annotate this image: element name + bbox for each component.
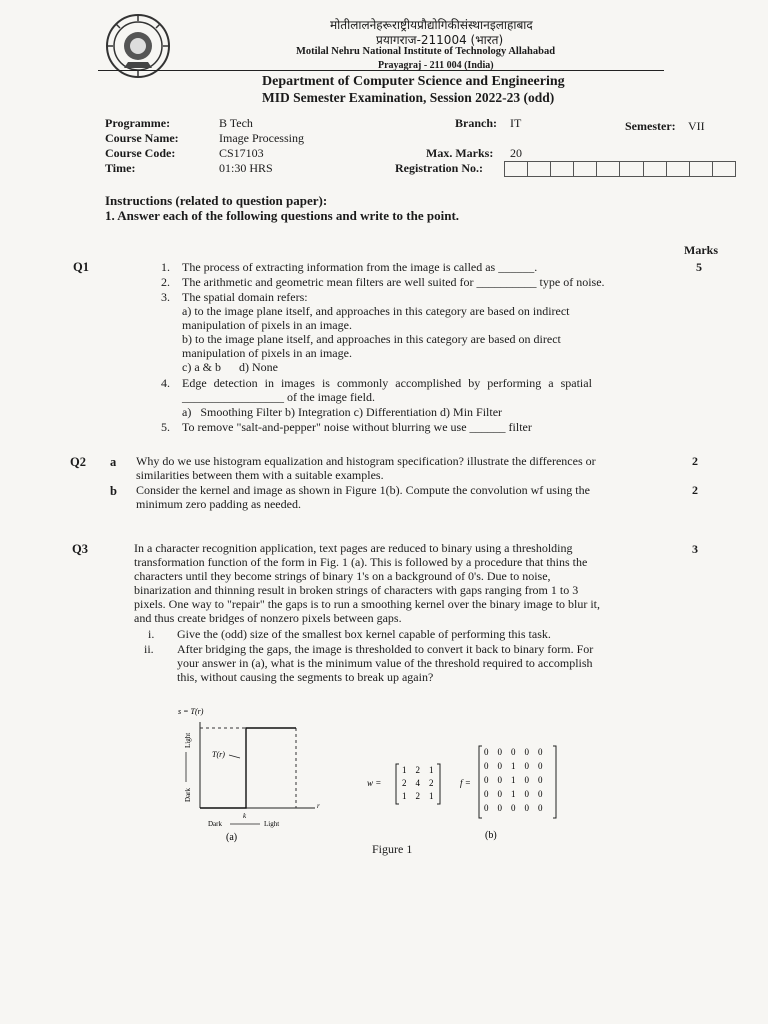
q1-item-text: The arithmetic and geometric mean filters are well suited for __________ type of noise. <box>182 275 605 289</box>
q2a-text: similarities between them with a suitable examples. <box>136 468 384 482</box>
q1-sub-option: a) to the image plane itself, and approaches in this category are based on indirect <box>182 304 570 318</box>
course-name-label: Course Name: <box>105 131 179 145</box>
w-row: 2 4 2 <box>402 778 434 788</box>
q3-subpart-number: ii. <box>144 642 154 656</box>
institute-location: Prayagraj - 211 004 (India) <box>378 60 494 71</box>
q1-item4-text: Edge detection in images is commonly accomplished by performing a spatial <box>182 376 592 390</box>
q3-label: Q3 <box>72 542 88 556</box>
q3-paragraph-line: and thus create bridges of nonzero pixels between gaps. <box>134 611 402 625</box>
q3-subpart-number: i. <box>148 627 155 641</box>
institute-name: Motilal Nehru National Institute of Technology Allahabad <box>296 46 556 57</box>
q2a-label: a <box>110 455 117 469</box>
q2a-marks: 2 <box>692 454 698 468</box>
fig-b-label: (b) <box>485 830 497 841</box>
fig-a-y-title: s = T(r) <box>178 707 204 716</box>
f-row: 0 0 1 0 0 <box>484 761 543 771</box>
course-code-label: Course Code: <box>105 146 176 160</box>
q1-label: Q1 <box>73 260 89 274</box>
instruction-1: 1. Answer each of the following questions and write to the point. <box>105 208 460 223</box>
q3-subpart-text: your answer in (a), what is the minimum value of the threshold required to accomplish <box>177 656 593 670</box>
q1-sub-option: manipulation of pixels in an image. <box>182 318 352 332</box>
q3-paragraph-line: pixels. One way to "repair" the gaps is to run a smoothing kernel over the binary image to blur it, <box>134 597 601 611</box>
w-matrix-rows <box>402 765 434 801</box>
department-title: Department of Computer Science and Engineering <box>262 74 565 89</box>
w-row: 1 2 1 <box>402 791 434 801</box>
f-matrix-label: f = <box>460 778 471 788</box>
q1-item-text: The spatial domain refers: <box>182 290 308 304</box>
w-matrix-label: w = <box>367 778 382 788</box>
q1-item4-options: a) Smoothing Filter b) Integration c) Differentiation d) Min Filter <box>182 405 503 419</box>
time-label: Time: <box>105 161 136 175</box>
programme-value: B Tech <box>219 116 253 130</box>
q1-marks: 5 <box>696 260 702 274</box>
fig-a-y-light: Light <box>184 732 192 748</box>
marks-column-header: Marks <box>684 243 718 257</box>
f-row: 0 0 1 0 0 <box>484 789 543 799</box>
fig-a-label: (a) <box>226 832 238 843</box>
exam-title: MID Semester Examination, Session 2022-23 (odd) <box>262 90 555 105</box>
fig-a-x-dark: Dark <box>208 820 222 828</box>
institute-hindi-name: मोतीलालनेहरूराष्ट्रीयप्रौद्योगिकीसंस्थानइलाहाबाद <box>330 18 533 32</box>
max-marks-value: 20 <box>510 146 522 160</box>
q1-item-number: 3. <box>161 290 170 304</box>
f-row: 0 0 0 0 0 <box>484 747 543 757</box>
branch-value: IT <box>510 116 522 130</box>
q3-paragraph-line: In a character recognition application, text pages are reduced to binary using a thresholding <box>134 541 573 555</box>
max-marks-label: Max. Marks: <box>426 146 494 160</box>
registration-number-boxes[interactable] <box>504 161 736 175</box>
hindi-pin-line: प्रयागराज-211004 (भारत) <box>376 33 504 47</box>
q3-paragraph-line: characters until they become strings of binary 1's on a background of 0's. Due to noise, <box>134 569 551 583</box>
q2b-label: b <box>110 484 117 498</box>
q1-sub-option: manipulation of pixels in an image. <box>182 346 352 360</box>
branch-label: Branch: <box>455 116 497 130</box>
q3-subpart-text: After bridging the gaps, the image is thresholded to convert it back to binary form. For <box>177 642 594 656</box>
q1-item-number: 4. <box>161 376 170 390</box>
fig-a-x-light: Light <box>264 820 280 828</box>
q2b-text: Consider the kernel and image as shown in Figure 1(b). Compute the convolution wf using the <box>136 483 590 497</box>
q3-paragraph-line: binarization and thinning result in broken strings of characters with gaps ranging from 1 to 3 <box>134 583 579 597</box>
q3-subpart-text: Give the (odd) size of the smallest box kernel capable of performing this task. <box>177 627 551 641</box>
figure-1b-matrices <box>365 744 575 844</box>
figure-caption: Figure 1 <box>372 842 413 856</box>
q1-sub-option: c) a & b d) None <box>182 360 278 374</box>
q3-subpart-text: this, without causing the segments to break up again? <box>177 670 434 684</box>
time-value: 01:30 HRS <box>219 161 273 175</box>
q2a-text: Why do we use histogram equalization and histogram specification? illustrate the differences or <box>136 454 596 468</box>
q1-item-number: 5. <box>161 420 170 434</box>
q1-item-number: 1. <box>161 260 170 274</box>
programme-label: Programme: <box>105 116 171 130</box>
fig-a-curve-label: T(r) <box>212 750 225 759</box>
q2-label: Q2 <box>70 455 86 469</box>
registration-label: Registration No.: <box>395 161 483 175</box>
q3-paragraph-line: transformation function of the form in Fig. 1 (a). This is followed by a procedure that thins the <box>134 555 588 569</box>
q1-item5-text: To remove "salt-and-pepper" noise without blurring we use ______ filter <box>182 420 532 434</box>
q3-marks: 3 <box>692 542 698 556</box>
q1-item-text: The process of extracting information from the image is called as ______. <box>182 260 538 274</box>
f-row: 0 0 0 0 0 <box>484 803 543 813</box>
semester-label: Semester: <box>625 119 676 133</box>
figure-1a-threshold-plot <box>160 704 330 844</box>
q2b-text: minimum zero padding as needed. <box>136 497 301 511</box>
fig-a-x-r: r <box>317 802 320 810</box>
w-row: 1 2 1 <box>402 765 434 775</box>
header-rule <box>98 70 664 71</box>
fig-a-y-dark: Dark <box>184 788 192 802</box>
q2b-marks: 2 <box>692 483 698 497</box>
f-matrix-rows <box>484 747 543 813</box>
semester-value: VII <box>688 119 705 133</box>
course-code-value: CS17103 <box>219 146 264 160</box>
fig-a-x-k: k <box>243 812 247 820</box>
instructions-heading: Instructions (related to question paper): <box>105 193 328 208</box>
f-row: 0 0 1 0 0 <box>484 775 543 785</box>
q1-item4-text: _________________ of the image field. <box>182 390 375 404</box>
q1-sub-option: b) to the image plane itself, and approaches in this category are based on direct <box>182 332 561 346</box>
q1-item-number: 2. <box>161 275 170 289</box>
course-name-value: Image Processing <box>219 131 304 145</box>
